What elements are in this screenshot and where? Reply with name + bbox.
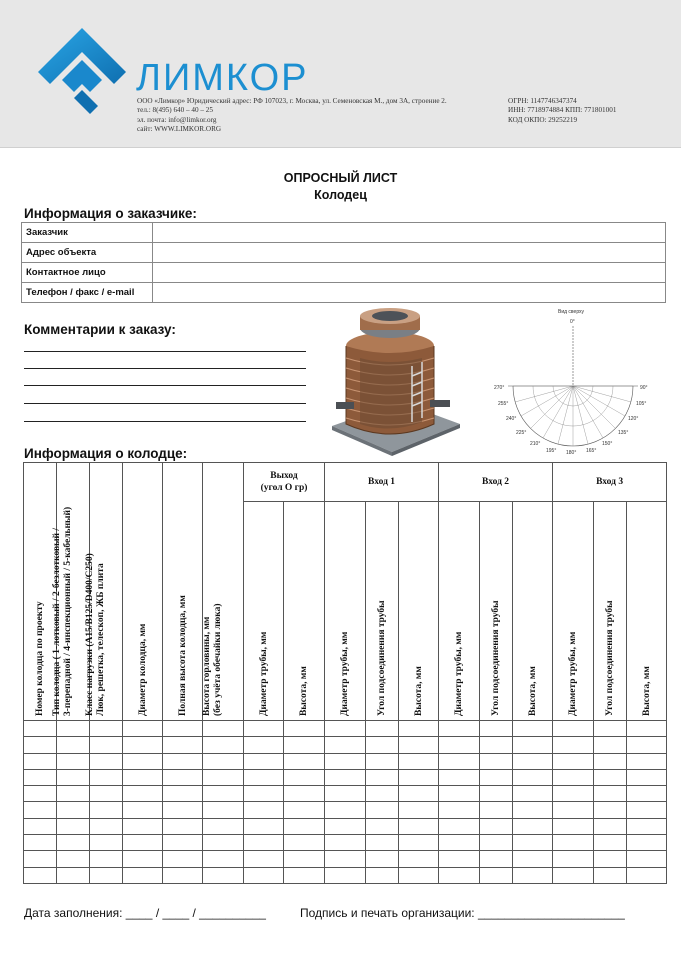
table-cell[interactable] [163, 851, 203, 867]
table-cell[interactable] [163, 721, 203, 737]
table-cell[interactable] [627, 802, 667, 818]
customer-row [22, 223, 666, 243]
table-cell[interactable] [366, 835, 399, 851]
table-cell[interactable] [399, 753, 439, 769]
table-cell[interactable] [57, 818, 90, 834]
table-cell[interactable] [244, 786, 284, 802]
table-cell[interactable] [163, 753, 203, 769]
table-row [24, 737, 667, 753]
angle-label: 225° [516, 430, 527, 436]
table-cell[interactable] [594, 769, 627, 785]
well-info-heading: Информация о колодце: [24, 446, 188, 461]
table-cell[interactable] [90, 835, 123, 851]
col-header-inlet2-angle: Угол подсоединения трубы [480, 501, 513, 720]
table-cell[interactable] [325, 867, 366, 883]
table-cell[interactable] [513, 753, 553, 769]
table-cell[interactable] [123, 818, 163, 834]
table-row [24, 851, 667, 867]
col-header-well-number: Номер колодца по проекту [24, 463, 57, 721]
table-cell[interactable] [244, 737, 284, 753]
table-cell[interactable] [553, 851, 594, 867]
table-cell[interactable] [24, 818, 57, 834]
well-info-table [23, 462, 667, 884]
customer-row [22, 243, 666, 263]
table-cell[interactable] [163, 769, 203, 785]
table-row [24, 835, 667, 851]
table-cell[interactable] [480, 753, 513, 769]
table-cell[interactable] [325, 737, 366, 753]
table-cell[interactable] [594, 721, 627, 737]
table-cell[interactable] [24, 737, 57, 753]
table-cell[interactable] [480, 737, 513, 753]
table-cell[interactable] [24, 802, 57, 818]
letterhead [0, 0, 681, 148]
table-cell[interactable] [366, 721, 399, 737]
table-row [24, 753, 667, 769]
col-header-inlet3-angle: Угол подсоединения трубы [594, 501, 627, 720]
table-cell[interactable] [24, 769, 57, 785]
table-cell[interactable] [284, 802, 325, 818]
table-cell[interactable] [90, 737, 123, 753]
table-cell[interactable] [284, 818, 325, 834]
group-header-inlet-1: Вход 1 [325, 463, 439, 502]
fill-date-field[interactable]: Дата заполнения: ____ / ____ / __________ [24, 906, 266, 920]
angle-label: 210° [530, 441, 541, 447]
table-cell[interactable] [57, 867, 90, 883]
table-cell[interactable] [594, 851, 627, 867]
table-cell[interactable] [203, 786, 244, 802]
table-cell[interactable] [123, 835, 163, 851]
phone-field[interactable] [153, 283, 666, 303]
table-cell[interactable] [244, 835, 284, 851]
table-cell[interactable] [244, 851, 284, 867]
comment-line[interactable] [24, 421, 306, 422]
table-cell[interactable] [284, 786, 325, 802]
table-cell[interactable] [513, 769, 553, 785]
table-cell[interactable] [366, 818, 399, 834]
document-subtitle: Колодец [314, 188, 367, 202]
comment-line[interactable] [24, 368, 306, 369]
table-cell[interactable] [627, 769, 667, 785]
table-cell[interactable] [203, 818, 244, 834]
table-cell[interactable] [325, 753, 366, 769]
customer-label: Заказчик [22, 223, 153, 243]
comment-line[interactable] [24, 385, 306, 386]
table-cell[interactable] [513, 835, 553, 851]
table-cell[interactable] [325, 818, 366, 834]
table-cell[interactable] [480, 835, 513, 851]
table-cell[interactable] [399, 835, 439, 851]
table-cell[interactable] [123, 721, 163, 737]
col-header-full-height: Полная высота колодца, мм [163, 463, 203, 721]
table-cell[interactable] [513, 867, 553, 883]
table-cell[interactable] [284, 769, 325, 785]
table-cell[interactable] [325, 802, 366, 818]
col-header-outlet-diameter: Диаметр трубы, мм [244, 501, 284, 720]
company-requisites [508, 97, 616, 125]
table-cell[interactable] [244, 769, 284, 785]
table-cell[interactable] [244, 721, 284, 737]
customer-row [22, 283, 666, 303]
table-cell[interactable] [399, 851, 439, 867]
table-cell[interactable] [513, 851, 553, 867]
table-cell[interactable] [439, 851, 480, 867]
comments-heading: Комментарии к заказу: [24, 322, 176, 337]
col-header-well-type: Тип колодца ( 1-лотковый / 2-безлотковый / 3-перепадной / 4-инспекционный / 5-кабельный) [57, 463, 90, 721]
table-cell[interactable] [627, 851, 667, 867]
table-cell[interactable] [284, 835, 325, 851]
table-cell[interactable] [90, 851, 123, 867]
table-cell[interactable] [325, 851, 366, 867]
table-cell[interactable] [627, 818, 667, 834]
table-cell[interactable] [627, 786, 667, 802]
table-cell[interactable] [163, 802, 203, 818]
angle-label: 240° [506, 416, 517, 422]
table-cell[interactable] [553, 753, 594, 769]
table-cell[interactable] [123, 851, 163, 867]
table-cell[interactable] [123, 769, 163, 785]
table-cell[interactable] [439, 802, 480, 818]
table-cell[interactable] [203, 737, 244, 753]
table-row [24, 721, 667, 737]
table-cell[interactable] [203, 802, 244, 818]
customer-field[interactable] [153, 223, 666, 243]
table-cell[interactable] [594, 786, 627, 802]
table-cell[interactable] [123, 737, 163, 753]
angle-label: 120° [628, 416, 639, 422]
table-cell[interactable] [57, 835, 90, 851]
table-cell[interactable] [480, 851, 513, 867]
table-row [24, 867, 667, 883]
table-cell[interactable] [399, 818, 439, 834]
table-cell[interactable] [90, 818, 123, 834]
angle-label: 195° [546, 448, 557, 454]
customer-info-heading: Информация о заказчике: [24, 206, 197, 221]
table-cell[interactable] [480, 786, 513, 802]
col-header-load-class: Класс нагрузки (А15/В125/D400/С250) Люк, решетка, телескоп, ЖБ плита [90, 463, 123, 721]
col-header-outlet-height: Высота, мм [284, 501, 325, 720]
table-cell[interactable] [439, 753, 480, 769]
table-cell[interactable] [627, 835, 667, 851]
table-cell[interactable] [284, 753, 325, 769]
table-cell[interactable] [123, 802, 163, 818]
table-cell[interactable] [203, 851, 244, 867]
comment-line[interactable] [24, 351, 306, 352]
table-cell[interactable] [163, 737, 203, 753]
col-header-inlet3-diameter: Диаметр трубы, мм [553, 501, 594, 720]
table-cell[interactable] [203, 867, 244, 883]
table-body [24, 721, 667, 884]
table-cell[interactable] [366, 737, 399, 753]
table-cell[interactable] [366, 851, 399, 867]
table-cell[interactable] [90, 786, 123, 802]
table-cell[interactable] [480, 769, 513, 785]
table-cell[interactable] [439, 818, 480, 834]
table-cell[interactable] [325, 786, 366, 802]
table-cell[interactable] [244, 867, 284, 883]
table-cell[interactable] [594, 835, 627, 851]
table-cell[interactable] [399, 867, 439, 883]
well-illustration-icon [330, 306, 462, 456]
table-cell[interactable] [325, 721, 366, 737]
table-cell[interactable] [284, 737, 325, 753]
table-cell[interactable] [513, 721, 553, 737]
table-cell[interactable] [163, 818, 203, 834]
table-cell[interactable] [513, 818, 553, 834]
company-info [137, 97, 447, 135]
table-cell[interactable] [439, 721, 480, 737]
table-cell[interactable] [284, 867, 325, 883]
table-row [24, 769, 667, 785]
angle-label: 255° [498, 401, 509, 407]
table-cell[interactable] [57, 721, 90, 737]
okpo: КОД ОКПО: 29252219 [508, 115, 578, 124]
table-cell[interactable] [163, 867, 203, 883]
table-cell[interactable] [594, 818, 627, 834]
table-cell[interactable] [24, 867, 57, 883]
table-cell[interactable] [553, 737, 594, 753]
table-cell[interactable] [553, 867, 594, 883]
ogrn: ОГРН: 1147746347374 [508, 97, 577, 105]
table-cell[interactable] [203, 753, 244, 769]
signature-field[interactable]: Подпись и печать организации: ______________________ [300, 906, 625, 920]
address-field[interactable] [153, 243, 666, 263]
table-cell[interactable] [244, 753, 284, 769]
table-cell[interactable] [399, 786, 439, 802]
table-cell[interactable] [203, 769, 244, 785]
table-cell[interactable] [284, 721, 325, 737]
table-cell[interactable] [244, 818, 284, 834]
table-cell[interactable] [366, 802, 399, 818]
table-cell[interactable] [90, 769, 123, 785]
company-address: ООО «Лимкор» Юридический адрес: РФ 107023, г. Москва, ул. Семеновская М., дом 3А, строение 2. [137, 97, 447, 105]
table-cell[interactable] [90, 721, 123, 737]
table-cell[interactable] [513, 802, 553, 818]
table-row [24, 818, 667, 834]
table-cell[interactable] [284, 851, 325, 867]
table-cell[interactable] [24, 835, 57, 851]
group-header-outlet: Выход (угол О гр) [244, 463, 325, 502]
table-cell[interactable] [627, 737, 667, 753]
table-cell[interactable] [627, 721, 667, 737]
group-header-inlet-2: Вход 2 [439, 463, 553, 502]
table-cell[interactable] [57, 753, 90, 769]
table-cell[interactable] [325, 835, 366, 851]
limkor-logo-icon [34, 24, 130, 120]
col-header-inlet3-height: Высота, мм [627, 501, 667, 720]
company-phone: тел.: 8(495) 640 – 40 – 25 [137, 106, 213, 115]
table-cell[interactable] [57, 802, 90, 818]
col-header-neck-height: Высота горловины, мм (без учёта обечайки люка) [203, 463, 244, 721]
contact-label: Контактное лицо [22, 263, 153, 283]
table-cell[interactable] [203, 721, 244, 737]
col-header-diameter: Диаметр колодца, мм [123, 463, 163, 721]
comment-line[interactable] [24, 403, 306, 404]
table-cell[interactable] [366, 753, 399, 769]
address-label: Адрес объекта [22, 243, 153, 263]
angle-label: 90° [640, 385, 648, 391]
table-cell[interactable] [24, 753, 57, 769]
table-cell[interactable] [24, 721, 57, 737]
angle-label: 150° [602, 441, 613, 447]
table-cell[interactable] [57, 769, 90, 785]
table-cell[interactable] [203, 835, 244, 851]
table-cell[interactable] [480, 721, 513, 737]
customer-row [22, 263, 666, 283]
table-cell[interactable] [57, 851, 90, 867]
table-cell[interactable] [553, 769, 594, 785]
table-cell[interactable] [439, 737, 480, 753]
col-header-inlet1-height: Высота, мм [399, 501, 439, 720]
brand-name: ЛИМКОР [136, 57, 309, 99]
table-cell[interactable] [123, 867, 163, 883]
table-cell[interactable] [163, 835, 203, 851]
table-cell[interactable] [480, 802, 513, 818]
table-cell[interactable] [594, 753, 627, 769]
table-cell[interactable] [594, 802, 627, 818]
table-cell[interactable] [163, 786, 203, 802]
angle-label: 180° [566, 450, 577, 456]
customer-info-table [21, 222, 666, 303]
table-cell[interactable] [439, 835, 480, 851]
table-cell[interactable] [90, 802, 123, 818]
table-cell[interactable] [24, 786, 57, 802]
table-cell[interactable] [325, 769, 366, 785]
table-cell[interactable] [399, 802, 439, 818]
table-row [24, 786, 667, 802]
table-cell[interactable] [594, 867, 627, 883]
table-cell[interactable] [439, 786, 480, 802]
table-cell[interactable] [123, 786, 163, 802]
table-cell[interactable] [439, 867, 480, 883]
company-email: эл. почта: info@limkor.org [137, 115, 217, 124]
table-cell[interactable] [513, 737, 553, 753]
col-header-inlet2-height: Высота, мм [513, 501, 553, 720]
inn-kpp: ИНН: 7718974884 КПП: 771801001 [508, 106, 617, 115]
table-cell[interactable] [594, 737, 627, 753]
angle-label: 270° [494, 385, 505, 391]
table-cell[interactable] [366, 786, 399, 802]
table-cell[interactable] [480, 867, 513, 883]
document-title: ОПРОСНЫЙ ЛИСТ [283, 171, 398, 185]
table-cell[interactable] [24, 851, 57, 867]
table-row [24, 802, 667, 818]
table-cell[interactable] [57, 737, 90, 753]
table-cell[interactable] [90, 753, 123, 769]
table-cell[interactable] [123, 753, 163, 769]
col-header-inlet1-angle: Угол подсоединения трубы [366, 501, 399, 720]
table-cell[interactable] [57, 786, 90, 802]
diagram-top-label: Вид сверху [558, 309, 585, 315]
table-cell[interactable] [399, 737, 439, 753]
angle-diagram-icon [488, 306, 658, 456]
phone-label: Телефон / факс / e-mail [22, 283, 153, 303]
table-cell[interactable] [480, 818, 513, 834]
table-cell[interactable] [399, 721, 439, 737]
table-cell[interactable] [399, 769, 439, 785]
table-cell[interactable] [553, 835, 594, 851]
table-cell[interactable] [366, 769, 399, 785]
table-cell[interactable] [553, 802, 594, 818]
contact-field[interactable] [153, 263, 666, 283]
table-cell[interactable] [627, 867, 667, 883]
table-header-row [24, 463, 667, 502]
company-site: сайт: WWW.LIMKOR.ORG [137, 125, 222, 134]
table-cell[interactable] [439, 769, 480, 785]
table-cell[interactable] [513, 786, 553, 802]
angle-label: 105° [636, 401, 647, 407]
table-cell[interactable] [90, 867, 123, 883]
col-header-inlet2-diameter: Диаметр трубы, мм [439, 501, 480, 720]
table-cell[interactable] [627, 753, 667, 769]
angle-label: 165° [586, 448, 597, 454]
group-header-inlet-3: Вход 3 [553, 463, 667, 502]
table-cell[interactable] [553, 786, 594, 802]
table-cell[interactable] [244, 802, 284, 818]
table-cell[interactable] [366, 867, 399, 883]
angle-label: 0° [570, 319, 575, 325]
table-cell[interactable] [553, 721, 594, 737]
table-cell[interactable] [553, 818, 594, 834]
angle-label: 135° [618, 430, 629, 436]
col-header-inlet1-diameter: Диаметр трубы, мм [325, 501, 366, 720]
